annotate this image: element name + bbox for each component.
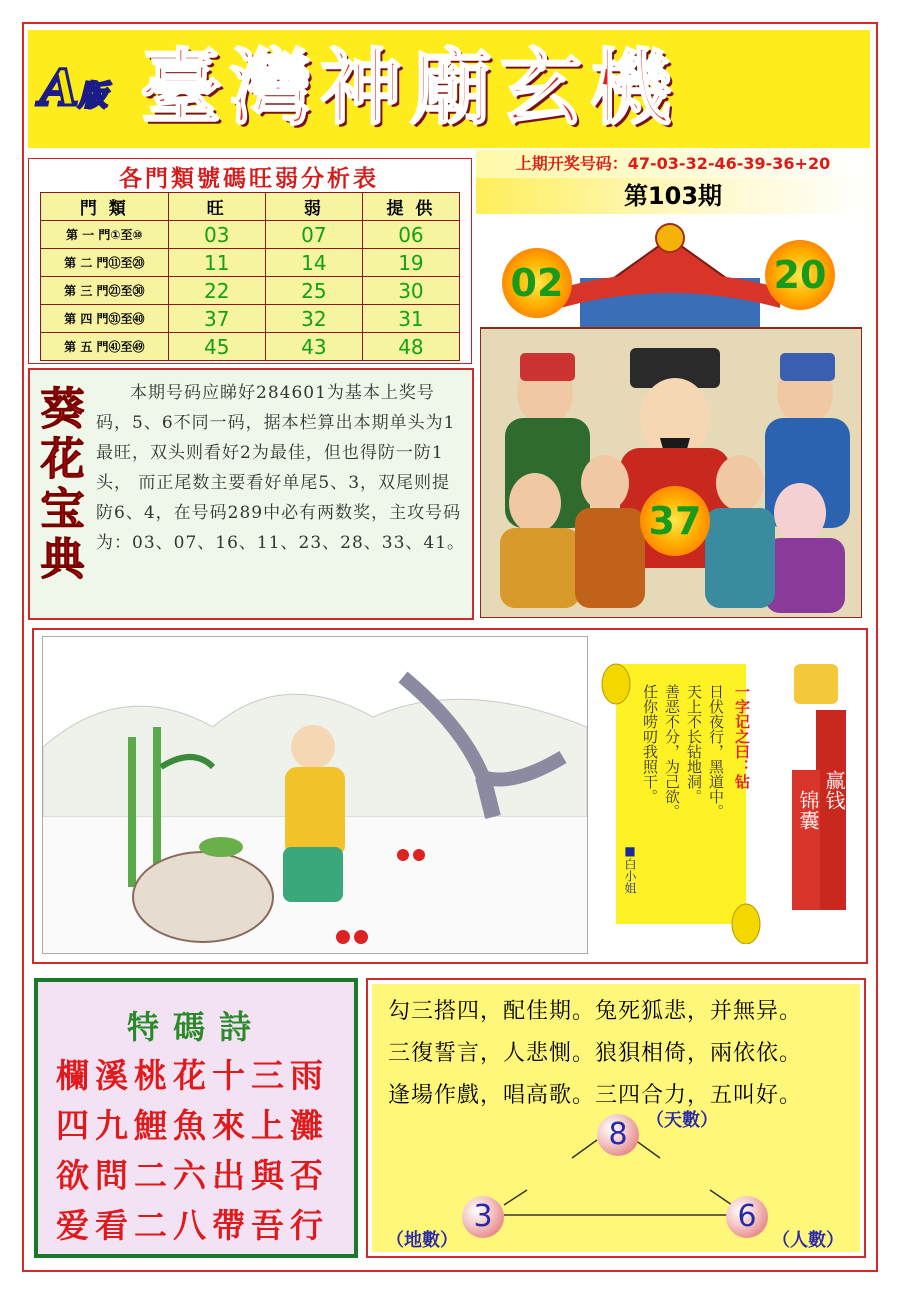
last-draw-numbers: 上期开奖号码：47-03-32-46-39-36+20	[476, 150, 870, 178]
ruo-cell: 25	[265, 277, 362, 305]
wang-cell: 03	[168, 221, 265, 249]
ruo-cell: 07	[265, 221, 362, 249]
ruo-cell: 32	[265, 305, 362, 333]
tigong-cell: 48	[362, 333, 459, 361]
table-header-row	[41, 193, 460, 221]
row-label: 第 一 門①至⑩	[41, 221, 169, 249]
riddle-line: 三復誓言，人悲惻。狼狽相倚，兩依依。	[388, 1041, 803, 1066]
tips-text: 本期号码应睇好284601为基本上奖号码，5、6不同一码，据本栏算出本期单头为1最旺，双头则看好2为最佳，但也得防一防1头， 而正尾数主要看好单尾5、3，双尾则提防6、4，在号码289中必有两数奖，主攻号码为：03、07、16、11、23、28、33、41。	[96, 383, 466, 553]
poem-line: 四九鯉魚來上灘	[56, 1106, 329, 1145]
wang-cell: 11	[168, 249, 265, 277]
brocade-bag	[790, 660, 850, 910]
table-header: 旺	[168, 193, 265, 221]
scroll-line: 任你唠叨我照干。	[641, 684, 659, 804]
wang-cell: 37	[168, 305, 265, 333]
bag-label-left: 锦囊	[796, 790, 820, 830]
earth-tag: （地數）	[386, 1230, 458, 1251]
scroll-line: 善恶不分，为己欲。	[663, 684, 681, 819]
table-row	[41, 221, 460, 249]
scroll-line: 日伏夜行，黑道中。	[707, 684, 725, 819]
ruo-cell: 43	[265, 333, 362, 361]
heaven-number: 8	[597, 1114, 639, 1156]
human-number: 6	[726, 1196, 768, 1238]
riddle-line: 逢場作戲，唱高歌。三四合力，五叫好。	[388, 1083, 803, 1108]
poem-line: 欄溪桃花十三雨	[56, 1056, 329, 1095]
lucky-ball-right: 20	[765, 240, 835, 310]
table-row	[41, 305, 460, 333]
row-label: 第 四 門㉛至㊵	[41, 305, 169, 333]
wang-cell: 22	[168, 277, 265, 305]
analysis-table	[40, 192, 460, 361]
earth-number: 3	[462, 1196, 504, 1238]
temple-illustration	[480, 218, 862, 618]
edition-badge: A版	[40, 58, 107, 117]
analysis-table-title: 各門類號碼旺弱分析表	[119, 166, 379, 192]
tigong-cell: 30	[362, 277, 459, 305]
scroll-line: 天上不长钻地洞。	[685, 684, 703, 804]
scene-illustration	[42, 636, 588, 954]
heaven-tag: （天數）	[646, 1110, 718, 1131]
ruo-cell: 14	[265, 249, 362, 277]
table-row	[41, 249, 460, 277]
table-header: 門 類	[41, 193, 169, 221]
boy-with-bird-picture	[43, 637, 587, 953]
tigong-cell: 06	[362, 221, 459, 249]
poem-title: 特碼詩	[126, 1008, 265, 1046]
lucky-ball-left: 02	[502, 248, 572, 318]
lucky-ball-center: 37	[640, 486, 710, 556]
wang-cell: 45	[168, 333, 265, 361]
riddle-scroll	[596, 654, 790, 944]
poem-line: 爱看二八帶吾行	[56, 1206, 329, 1245]
table-header: 弱	[265, 193, 362, 221]
scroll-heading: 一字记之曰：钻	[733, 684, 751, 789]
table-row	[41, 333, 460, 361]
human-tag: （人數）	[772, 1230, 844, 1251]
bag-label-right: 赢钱	[822, 770, 846, 810]
row-label: 第 三 門㉑至㉚	[41, 277, 169, 305]
tigong-cell: 31	[362, 305, 459, 333]
tips-title: 葵花宝典	[40, 384, 85, 585]
row-label: 第 二 門⑪至⑳	[41, 249, 169, 277]
poem-line: 欲問二六出與否	[56, 1156, 329, 1195]
tigong-cell: 19	[362, 249, 459, 277]
page-title: 臺灣神廟玄機	[140, 40, 681, 136]
riddle-line: 勾三搭四，配佳期。兔死狐悲，并無异。	[388, 999, 803, 1024]
table-row	[41, 277, 460, 305]
issue-number: 第103期	[476, 178, 870, 214]
scroll-author: ■白小姐	[623, 844, 637, 894]
row-label: 第 五 門㊶至㊾	[41, 333, 169, 361]
table-header: 提 供	[362, 193, 459, 221]
